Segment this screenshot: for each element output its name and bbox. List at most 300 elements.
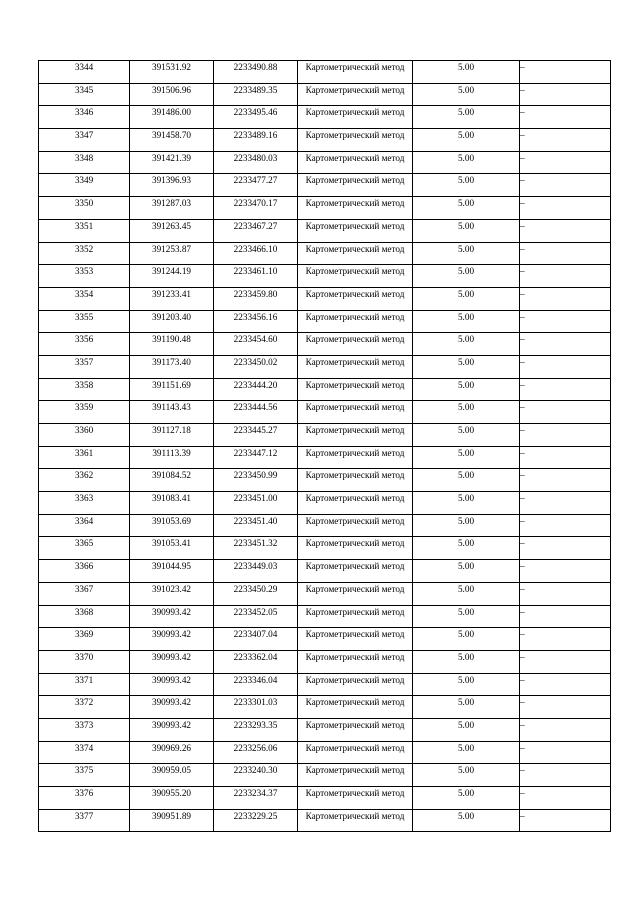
table-row [39,560,611,583]
method-cell [298,809,413,832]
x-coordinate-cell [130,197,214,220]
table-row [39,310,611,333]
x-coordinate-cell-text: 391253.87 [151,243,192,254]
point-number-cell-text: 3355 [74,311,94,322]
x-coordinate-cell [130,764,214,787]
point-number-cell-text: 3363 [74,493,94,504]
y-coordinate-cell [214,83,298,106]
point-number-cell [39,378,130,401]
y-coordinate-cell [214,764,298,787]
table-row [39,787,611,810]
x-coordinate-cell [130,378,214,401]
accuracy-cell [413,446,520,469]
y-coordinate-cell-text: 2233452.05 [233,606,278,617]
accuracy-cell-text: 5.00 [457,402,475,413]
accuracy-cell-text: 5.00 [457,788,475,798]
method-cell [298,446,413,469]
table-row [39,628,611,651]
table-row [39,129,611,152]
y-coordinate-cell-text: 2233459.80 [233,288,278,299]
method-cell [298,355,413,378]
description-cell [520,355,611,378]
accuracy-cell-text: 5.00 [457,84,475,95]
accuracy-cell [413,174,520,197]
method-cell-text: Картометрический метод [305,311,405,322]
description-cell-text: – [520,62,525,72]
accuracy-cell-text: 5.00 [457,243,475,254]
x-coordinate-cell-text: 391113.39 [152,447,191,458]
table-row [39,492,611,515]
y-coordinate-cell [214,242,298,265]
x-coordinate-cell-text: 391244.19 [151,266,192,277]
x-coordinate-cell [130,287,214,310]
accuracy-cell [413,242,520,265]
accuracy-cell-text: 5.00 [457,651,475,662]
y-coordinate-cell [214,219,298,242]
description-cell [520,560,611,583]
description-cell-text: – [520,719,525,730]
x-coordinate-cell [130,741,214,764]
accuracy-cell [413,106,520,129]
description-cell [520,628,611,651]
x-coordinate-cell-text: 391531.92 [151,62,192,72]
point-number-cell [39,582,130,605]
accuracy-cell-text: 5.00 [457,765,475,776]
method-cell [298,424,413,447]
x-coordinate-cell-text: 390993.42 [151,606,192,617]
description-cell [520,537,611,560]
y-coordinate-cell [214,492,298,515]
y-coordinate-cell [214,197,298,220]
description-cell [520,151,611,174]
method-cell-text: Картометрический метод [305,288,405,299]
y-coordinate-cell [214,605,298,628]
y-coordinate-cell-text: 2233470.17 [233,198,278,209]
point-number-cell [39,174,130,197]
description-cell-text: – [520,107,525,118]
point-number-cell-text: 3348 [74,152,94,163]
method-cell [298,787,413,810]
description-cell-text: – [520,266,525,277]
method-cell-text: Картометрический метод [305,198,405,209]
method-cell [298,628,413,651]
description-cell [520,446,611,469]
description-cell [520,129,611,152]
method-cell [298,718,413,741]
point-number-cell-text: 3344 [74,62,94,72]
accuracy-cell [413,560,520,583]
description-cell-text: – [520,788,525,798]
y-coordinate-cell-text: 2233256.06 [233,742,278,753]
method-cell [298,492,413,515]
x-coordinate-cell [130,129,214,152]
table-row [39,809,611,832]
table-row [39,355,611,378]
method-cell-text: Картометрический метод [305,266,405,277]
x-coordinate-cell-text: 391190.48 [152,334,191,345]
description-cell-text: – [520,538,525,549]
x-coordinate-cell-text: 390969.26 [151,742,192,753]
table-row [39,333,611,356]
point-number-cell [39,151,130,174]
description-cell [520,650,611,673]
accuracy-cell [413,809,520,832]
point-number-cell-text: 3372 [74,697,94,708]
accuracy-cell [413,537,520,560]
description-cell [520,197,611,220]
y-coordinate-cell-text: 2233449.03 [233,561,278,572]
method-cell [298,174,413,197]
accuracy-cell-text: 5.00 [457,356,475,367]
description-cell-text: – [520,356,525,367]
table-row [39,106,611,129]
x-coordinate-cell [130,333,214,356]
y-coordinate-cell-text: 2233450.99 [233,470,278,481]
description-cell [520,582,611,605]
accuracy-cell-text: 5.00 [457,175,475,186]
method-cell-text: Картометрический метод [305,674,405,685]
point-number-cell [39,61,130,84]
accuracy-cell-text: 5.00 [457,447,475,458]
point-number-cell-text: 3366 [74,561,94,572]
method-cell-text: Картометрический метод [305,651,405,662]
y-coordinate-cell-text: 2233445.27 [233,425,278,435]
y-coordinate-cell-text: 2233346.04 [233,674,278,685]
point-number-cell [39,537,130,560]
y-coordinate-cell-text: 2233451.32 [233,538,278,549]
description-cell [520,764,611,787]
accuracy-cell [413,61,520,84]
y-coordinate-cell [214,355,298,378]
y-coordinate-cell-text: 2233489.16 [233,130,278,141]
x-coordinate-cell [130,537,214,560]
y-coordinate-cell [214,741,298,764]
accuracy-cell-text: 5.00 [457,425,475,435]
x-coordinate-cell-text: 390993.42 [151,719,192,730]
method-cell-text: Картометрический метод [305,561,405,572]
accuracy-cell [413,492,520,515]
description-cell [520,242,611,265]
point-number-cell-text: 3351 [74,220,94,231]
accuracy-cell [413,219,520,242]
y-coordinate-cell [214,174,298,197]
method-cell-text: Картометрический метод [305,425,405,435]
description-cell [520,605,611,628]
x-coordinate-cell [130,174,214,197]
description-cell-text: – [520,651,525,662]
method-cell [298,673,413,696]
accuracy-cell [413,696,520,719]
table-row [39,764,611,787]
y-coordinate-cell-text: 2233450.02 [233,356,278,367]
y-coordinate-cell [214,287,298,310]
table-row [39,650,611,673]
method-cell-text: Картометрический метод [305,810,405,821]
point-number-cell [39,242,130,265]
method-cell-text: Картометрический метод [305,742,405,753]
x-coordinate-cell-text: 390959.05 [151,765,192,776]
accuracy-cell-text: 5.00 [457,629,475,640]
x-coordinate-cell-text: 390993.42 [151,651,192,662]
point-number-cell [39,696,130,719]
x-coordinate-cell-text: 390993.42 [151,697,192,708]
method-cell-text: Картометрический метод [305,243,405,254]
accuracy-cell [413,310,520,333]
point-number-cell [39,287,130,310]
point-number-cell [39,764,130,787]
x-coordinate-cell [130,219,214,242]
x-coordinate-cell-text: 391263.45 [151,220,192,231]
description-cell-text: – [520,561,525,572]
x-coordinate-cell-text: 391287.03 [151,198,192,209]
method-cell [298,83,413,106]
y-coordinate-cell [214,61,298,84]
method-cell [298,741,413,764]
accuracy-cell [413,333,520,356]
table-row [39,197,611,220]
point-number-cell-text: 3359 [74,402,94,413]
y-coordinate-cell [214,537,298,560]
description-cell-text: – [520,288,525,299]
method-cell [298,310,413,333]
method-cell [298,469,413,492]
x-coordinate-cell [130,605,214,628]
point-number-cell-text: 3365 [74,538,94,549]
accuracy-cell-text: 5.00 [457,334,475,345]
point-number-cell [39,219,130,242]
method-cell [298,582,413,605]
description-cell [520,287,611,310]
table-row [39,537,611,560]
x-coordinate-cell-text: 391053.69 [151,515,192,526]
point-number-cell-text: 3349 [74,175,94,186]
table-row [39,741,611,764]
point-number-cell [39,469,130,492]
table-row [39,83,611,106]
y-coordinate-cell [214,718,298,741]
description-cell-text: – [520,629,525,640]
y-coordinate-cell-text: 2233444.56 [233,402,278,413]
y-coordinate-cell-text: 2233451.40 [233,515,278,526]
point-number-cell-text: 3362 [74,470,94,481]
accuracy-cell-text: 5.00 [457,470,475,481]
accuracy-cell-text: 5.00 [457,742,475,753]
y-coordinate-cell [214,378,298,401]
point-number-cell [39,424,130,447]
accuracy-cell-text: 5.00 [457,515,475,526]
description-cell [520,83,611,106]
table-body [39,61,611,832]
point-number-cell [39,333,130,356]
point-number-cell-text: 3354 [74,288,94,299]
method-cell-text: Картометрический метод [305,538,405,549]
x-coordinate-cell [130,83,214,106]
accuracy-cell [413,378,520,401]
x-coordinate-cell-text: 391203.40 [151,311,192,322]
method-cell [298,696,413,719]
y-coordinate-cell [214,446,298,469]
description-cell-text: – [520,493,525,504]
point-number-cell [39,787,130,810]
y-coordinate-cell [214,401,298,424]
description-cell-text: – [520,765,525,776]
method-cell [298,378,413,401]
point-number-cell-text: 3377 [74,810,94,821]
coordinates-table [38,60,611,832]
method-cell-text: Картометрический метод [305,62,405,72]
accuracy-cell-text: 5.00 [457,107,475,118]
x-coordinate-cell [130,265,214,288]
y-coordinate-cell-text: 2233467.27 [233,220,278,231]
description-cell-text: – [520,402,525,413]
y-coordinate-cell [214,333,298,356]
x-coordinate-cell-text: 391044.95 [151,561,192,572]
point-number-cell-text: 3374 [74,742,94,753]
description-cell-text: – [520,810,525,821]
method-cell-text: Картометрический метод [305,493,405,504]
accuracy-cell-text: 5.00 [457,130,475,141]
point-number-cell [39,401,130,424]
x-coordinate-cell-text: 390993.42 [151,674,192,685]
accuracy-cell [413,764,520,787]
method-cell-text: Картометрический метод [305,447,405,458]
description-cell [520,673,611,696]
y-coordinate-cell-text: 2233454.60 [233,334,278,345]
description-cell [520,787,611,810]
table-row [39,401,611,424]
accuracy-cell-text: 5.00 [457,810,475,821]
description-cell [520,492,611,515]
method-cell [298,219,413,242]
y-coordinate-cell-text: 2233293.35 [233,719,278,730]
x-coordinate-cell-text: 390955.20 [151,788,192,798]
y-coordinate-cell [214,424,298,447]
method-cell-text: Картометрический метод [305,606,405,617]
y-coordinate-cell [214,628,298,651]
description-cell [520,696,611,719]
description-cell-text: – [520,243,525,254]
description-cell-text: – [520,334,525,345]
x-coordinate-cell [130,469,214,492]
method-cell-text: Картометрический метод [305,697,405,708]
accuracy-cell-text: 5.00 [457,493,475,504]
accuracy-cell [413,787,520,810]
method-cell-text: Картометрический метод [305,130,405,141]
point-number-cell-text: 3360 [74,425,94,435]
point-number-cell [39,106,130,129]
table-row [39,582,611,605]
x-coordinate-cell [130,696,214,719]
table-row [39,151,611,174]
x-coordinate-cell [130,673,214,696]
x-coordinate-cell-text: 391421.39 [151,152,192,163]
accuracy-cell [413,718,520,741]
point-number-cell-text: 3357 [74,356,94,367]
description-cell [520,61,611,84]
table-row [39,446,611,469]
point-number-cell [39,514,130,537]
table-row [39,378,611,401]
point-number-cell-text: 3358 [74,379,94,390]
accuracy-cell-text: 5.00 [457,719,475,730]
description-cell [520,424,611,447]
accuracy-cell-text: 5.00 [457,583,475,594]
y-coordinate-cell-text: 2233495.46 [233,107,278,118]
table-row [39,469,611,492]
x-coordinate-cell [130,514,214,537]
y-coordinate-cell [214,809,298,832]
point-number-cell-text: 3368 [74,606,94,617]
description-cell-text: – [520,175,525,186]
point-number-cell [39,492,130,515]
x-coordinate-cell-text: 391083.41 [151,493,192,504]
table-row [39,174,611,197]
x-coordinate-cell-text: 391173.40 [152,356,191,367]
accuracy-cell-text: 5.00 [457,606,475,617]
method-cell-text: Картометрический метод [305,175,405,186]
method-cell [298,333,413,356]
x-coordinate-cell [130,401,214,424]
method-cell [298,650,413,673]
method-cell [298,61,413,84]
y-coordinate-cell-text: 2233362.04 [233,651,278,662]
point-number-cell [39,310,130,333]
y-coordinate-cell [214,673,298,696]
description-cell-text: – [520,84,525,95]
point-number-cell-text: 3356 [74,334,94,345]
table-row [39,219,611,242]
point-number-cell [39,265,130,288]
description-cell-text: – [520,130,525,141]
description-cell-text: – [520,606,525,617]
y-coordinate-cell [214,560,298,583]
point-number-cell-text: 3375 [74,765,94,776]
y-coordinate-cell [214,650,298,673]
y-coordinate-cell [214,265,298,288]
x-coordinate-cell-text: 391506.96 [151,84,192,95]
method-cell [298,401,413,424]
description-cell [520,401,611,424]
x-coordinate-cell [130,650,214,673]
point-number-cell-text: 3346 [74,107,94,118]
x-coordinate-cell [130,106,214,129]
description-cell [520,378,611,401]
method-cell-text: Картометрический метод [305,719,405,730]
method-cell [298,129,413,152]
accuracy-cell-text: 5.00 [457,266,475,277]
method-cell-text: Картометрический метод [305,379,405,390]
accuracy-cell-text: 5.00 [457,561,475,572]
y-coordinate-cell-text: 2233234.37 [233,788,278,798]
accuracy-cell-text: 5.00 [457,220,475,231]
accuracy-cell-text: 5.00 [457,198,475,209]
point-number-cell [39,673,130,696]
description-cell-text: – [520,515,525,526]
description-cell [520,333,611,356]
point-number-cell-text: 3347 [74,130,94,141]
table-row [39,673,611,696]
y-coordinate-cell [214,582,298,605]
accuracy-cell-text: 5.00 [457,697,475,708]
table-row [39,242,611,265]
point-number-cell-text: 3373 [74,719,94,730]
point-number-cell [39,650,130,673]
description-cell [520,310,611,333]
point-number-cell [39,718,130,741]
method-cell [298,106,413,129]
x-coordinate-cell [130,355,214,378]
description-cell [520,809,611,832]
